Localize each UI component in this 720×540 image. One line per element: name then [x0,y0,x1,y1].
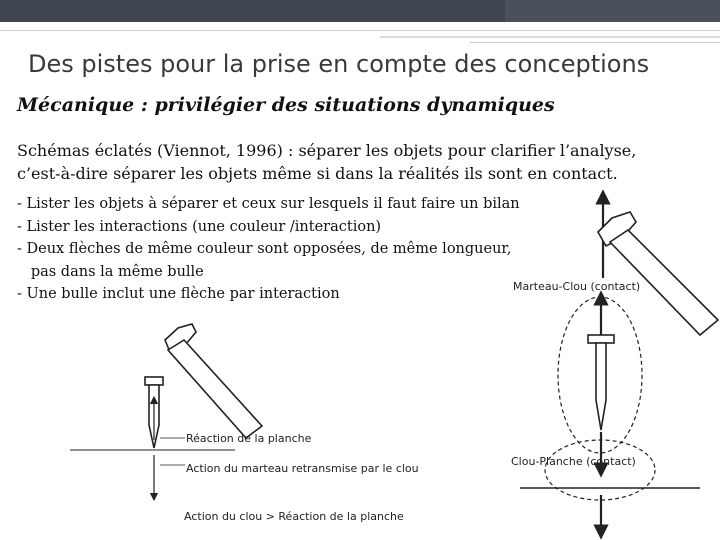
slide-title: Des pistes pour la prise en compte des conceptions [28,50,650,78]
slide-subtitle: Mécanique : privilégier des situations dynamiques [17,94,555,116]
label-marteau-clou: Marteau-Clou (contact) [513,280,641,293]
label-action-marteau: Action du marteau retransmise par le clou [186,462,419,475]
nail-right [588,335,614,430]
paragraph-line: Schémas éclatés (Viennot, 1996) : séparer les objets pour clarifier l’analyse, [17,141,637,160]
paragraph-line: c’est-à-dire séparer les objets même si dans la réalités ils sont en contact. [17,164,618,183]
hammer-left [165,324,262,438]
label-action-clou: Action du clou > Réaction de la planche [184,510,404,523]
bullet-item: - Deux flèches de même couleur sont opposées, de même longueur, [17,241,512,257]
bullet-item: - Lister les objets à séparer et ceux sur lesquels il faut faire un bilan [17,196,520,212]
label-clou-planche: Clou-Planche (contact) [511,455,636,468]
bullet-item: pas dans la même bulle [17,263,204,280]
hammer-right [598,212,718,335]
bullet-item: - Une bulle inclut une flèche par interaction [17,286,340,302]
label-reaction: Réaction de la planche [186,432,312,445]
bullet-item: - Lister les interactions (une couleur /interaction) [17,218,382,235]
